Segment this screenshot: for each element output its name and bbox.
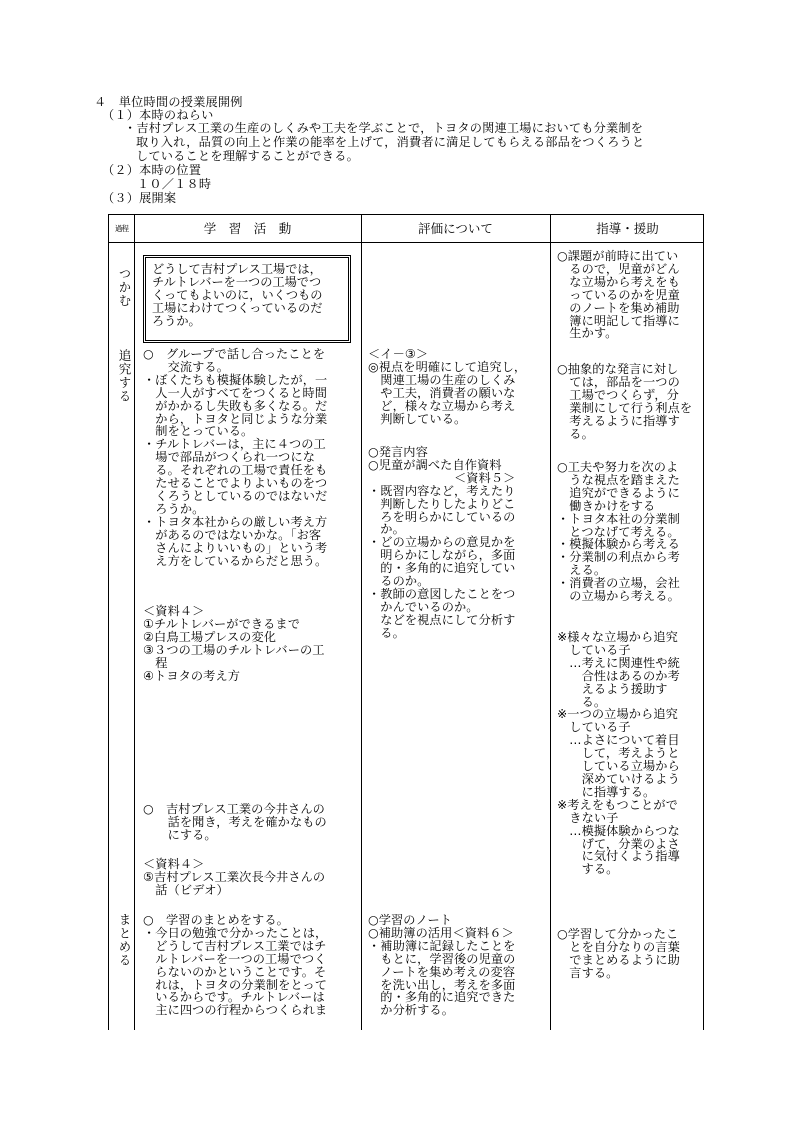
text-line: ◎視点を明確にして追究し， xyxy=(368,359,527,374)
question-line: チルトレバーを一つの工場でつ xyxy=(152,275,322,289)
lesson-question-box xyxy=(143,255,351,343)
text-line: ろうか。 xyxy=(143,501,205,516)
header-guidance: 指導・援助 xyxy=(596,221,659,236)
text-line: 生かす。 xyxy=(557,326,618,341)
text-line: ノートを集め考えの変容 xyxy=(368,964,516,979)
text-line: え方をしているからだと思う。 xyxy=(143,553,328,568)
guidance-viewpoint-block xyxy=(557,461,680,603)
header-activity: 学 習 活 動 xyxy=(203,221,292,236)
text-line: どうして吉村プレス工業ではチ xyxy=(143,938,327,953)
guidance-intro-block xyxy=(557,250,680,340)
text-line: 簿に明記して指導に xyxy=(557,313,680,328)
text-line: …よさについて着目 xyxy=(557,733,680,748)
text-line: ・どの立場からの意見かを xyxy=(368,535,516,550)
position-title: （２）本時の位置 xyxy=(102,163,202,177)
activity-interview-block xyxy=(143,803,327,842)
text-line: ＜資料４＞ xyxy=(143,857,205,871)
text-line: ○学習のノート xyxy=(368,913,453,927)
question-line: ろうか。 xyxy=(152,314,201,328)
text-line: ・トヨタ本社の分業制 xyxy=(557,511,680,526)
text-line: きない子 xyxy=(557,810,619,825)
text-line: ○課題が前時に出てい xyxy=(557,249,679,263)
text-line: ルトレバーを一つの工場でつく xyxy=(143,951,327,966)
text-line: ・ぼくたちも模擬体験したが，一 xyxy=(143,372,328,387)
activity-discussion-block xyxy=(143,348,327,567)
aim-line-3: していることを理解することができる。 xyxy=(136,149,359,163)
text-line: ＜資料５＞ xyxy=(368,470,516,485)
text-line: 場で部品がつくられ一つにな xyxy=(143,450,316,465)
column-divider xyxy=(550,215,551,1030)
question-line: くってもよいのに，いくつもの xyxy=(152,288,323,302)
text-line: がかかるし失敗も多くなる。だ xyxy=(143,398,328,413)
text-line: ・分業制の利点から考 xyxy=(557,550,680,565)
text-line: とつなげて考える。 xyxy=(557,524,680,539)
text-line: ○ 吉村プレス工業の今井さんの xyxy=(143,802,325,816)
text-line: 話を聞き，考えを確かなもの xyxy=(143,814,327,829)
text-line: …考えに関連性や統 xyxy=(557,655,680,670)
text-line: にする。 xyxy=(143,827,217,842)
text-line: うな視点を踏まえた xyxy=(557,472,680,487)
text-line: ＜資料４＞ xyxy=(143,604,205,618)
evaluation-criteria-block xyxy=(368,348,526,425)
text-line: 話（ビデオ） xyxy=(143,882,229,897)
plan-title: （３）展開案 xyxy=(102,191,177,205)
text-line: さんによりいいもの」という考 xyxy=(143,540,328,555)
text-line: ○ グループで話し合ったことを xyxy=(143,347,326,361)
text-line: たせることでよりよいものをつ xyxy=(143,476,328,491)
text-line: 的・多角的に追究してい xyxy=(368,561,516,576)
text-line: を洗い出し，考えを多面 xyxy=(368,977,516,992)
text-line: ・既習内容など，考えたり xyxy=(368,483,516,498)
text-line: ・チルトレバーは，主に４つの工 xyxy=(143,437,326,452)
guidance-summary-block xyxy=(557,928,680,980)
text-line: に指導する。 xyxy=(557,784,656,799)
text-line: ※考えをもつことがで xyxy=(557,797,678,812)
text-line: 制をとっている。 xyxy=(143,424,254,439)
text-line: ・補助簿に記録したことを xyxy=(368,938,516,953)
text-line: えるよう援助す xyxy=(557,681,668,696)
question-line: どうして吉村プレス工場では， xyxy=(152,262,322,276)
text-line: らないのかということです。そ xyxy=(143,964,327,979)
guidance-support-block xyxy=(557,631,680,876)
text-line: 明らかにしながら，多面 xyxy=(368,548,516,563)
aim-line-2: 取り入れ，品質の向上と作業の能率を上げて，消費者に満足してもらえる部品をつくろうと xyxy=(136,135,645,149)
text-line: 合性はあるのか考 xyxy=(557,668,680,683)
text-line: している立場から xyxy=(557,759,680,774)
text-line: ・今日の勉強で分かったことは， xyxy=(143,925,328,940)
text-line: るのか。 xyxy=(368,574,430,589)
text-line: くろうとしているのではないだ xyxy=(143,488,328,503)
activity-video-block xyxy=(143,858,325,897)
text-line: 交流する。 xyxy=(143,359,230,374)
text-line: があるのではないかな。「お客 xyxy=(143,527,322,542)
column-divider xyxy=(134,215,135,1030)
text-line: 業制にして行う利点を xyxy=(557,400,693,415)
text-line: ○児童が調べた自作資料 xyxy=(368,457,502,472)
lesson-plan-table xyxy=(108,214,704,1030)
text-line: 関連工場の生産のしくみ xyxy=(368,372,516,387)
text-line: ※様々な立場から追究 xyxy=(557,630,678,644)
text-line: げて，分業のよさ xyxy=(557,836,680,851)
activity-summary-block xyxy=(143,914,327,1017)
text-line: ○抽象的な発言に対し xyxy=(557,362,679,376)
text-line: る。 xyxy=(368,625,405,640)
text-line: るので，児童がどん xyxy=(557,261,680,276)
text-line: の立場から考える。 xyxy=(557,589,680,604)
text-line: ※一つの立場から追究 xyxy=(557,707,678,722)
text-line: ・トヨタ本社からの厳しい考え方 xyxy=(143,514,328,529)
text-line: している子 xyxy=(557,720,631,735)
text-line: ③３つの工場のチルトレバーの工 xyxy=(143,642,325,657)
text-line: ○ 学習のまとめをする。 xyxy=(143,913,289,927)
header-divider xyxy=(109,242,703,243)
text-line: 言する。 xyxy=(557,965,619,980)
text-line: れは，トヨタの分業制をとって xyxy=(143,977,328,992)
text-line: ろを明らかにしているの xyxy=(368,509,516,524)
position-value: １０／１８時 xyxy=(137,177,212,191)
stage-grasp: つかむ xyxy=(117,267,132,308)
text-line: 工場でつくらず，分 xyxy=(557,387,679,402)
text-line: している子 xyxy=(557,642,631,657)
column-divider xyxy=(361,215,362,1030)
text-line: る。それぞれの工場で責任をも xyxy=(143,463,328,478)
stage-investigate: 追究する xyxy=(117,349,132,403)
text-line: や工夫，消費者の願いな xyxy=(368,385,516,400)
text-line: かんでいるのか。 xyxy=(368,599,479,614)
text-line: …模擬体験からつな xyxy=(557,823,680,838)
text-line: か。 xyxy=(368,522,405,537)
text-line: ④トヨタの考え方 xyxy=(143,668,241,683)
aim-title: （１）本時のねらい xyxy=(102,108,214,122)
aim-line-1: ・吉村プレス工業の生産のしくみや工夫を学ぶことで，トヨタの関連工場においても分業制を xyxy=(124,121,644,135)
text-line: ○発言内容 xyxy=(368,445,428,459)
evaluation-method-block xyxy=(368,446,515,640)
text-line: える。 xyxy=(557,563,607,578)
text-line: 考えるように指導す xyxy=(557,413,680,428)
text-line: いるからです。チルトレバーは xyxy=(143,990,325,1005)
section-title: ４ 単位時間の授業展開例 xyxy=(94,95,243,109)
text-line: ①チルトレバーができるまで xyxy=(143,616,301,631)
text-line: ＜イ－③＞ xyxy=(368,347,429,361)
text-line: 的・多角的に追究できた xyxy=(368,990,516,1005)
text-line: ・消費者の立場，会社 xyxy=(557,576,680,591)
text-line: する。 xyxy=(557,862,619,877)
stage-summarize: まとめる xyxy=(117,913,132,967)
header-stage: 過程 xyxy=(115,224,128,233)
text-line: から，トヨタと同じような分業 xyxy=(143,411,328,426)
evaluation-summary-block xyxy=(368,914,515,1017)
text-line: のノートを集め補助 xyxy=(557,300,680,315)
text-line: 追究ができるように xyxy=(557,485,680,500)
text-line: もとに，学習後の児童の xyxy=(368,951,516,966)
text-line: 働きかけをする xyxy=(557,498,656,513)
text-line: ○補助簿の活用＜資料６＞ xyxy=(368,925,514,940)
text-line: ②白鳥工場プレスの変化 xyxy=(143,629,277,644)
text-line: とを自分なりの言葉 xyxy=(557,939,680,954)
text-line: でまとめるように助 xyxy=(557,952,680,967)
text-line: 人一人がすべてをつくると時間 xyxy=(143,385,328,400)
text-line: などを視点にして分析す xyxy=(368,612,516,627)
text-line: っているのかを児童 xyxy=(557,287,680,302)
text-line: ど，様々な立場から考え xyxy=(368,398,516,413)
text-line: ⑤吉村プレス工業次長今井さんの xyxy=(143,869,326,884)
header-evaluation: 評価について xyxy=(418,221,493,236)
text-line: ・模擬体験から考える xyxy=(557,537,680,552)
text-line: 深めていけるよう xyxy=(557,771,680,786)
text-line: か分析する。 xyxy=(368,1003,455,1018)
text-line: に気付くよう指導 xyxy=(557,849,680,864)
activity-materials-block xyxy=(143,605,325,682)
text-line: る。 xyxy=(557,426,594,441)
text-line: ○工夫や努力を次のよ xyxy=(557,460,679,474)
text-line: 主に四つの行程からつくられま xyxy=(143,1003,328,1018)
text-line: な立場から考えをも xyxy=(557,274,680,289)
text-line: 程 xyxy=(143,655,168,670)
text-line: 判断したりしたよりどこ xyxy=(368,496,516,511)
text-line: ・教師の意図したことをつ xyxy=(368,586,516,601)
question-line: 工場にわけてつくっているのだ xyxy=(152,301,323,315)
guidance-abstract-block xyxy=(557,363,692,440)
text-line: して，考えようと xyxy=(557,746,680,761)
text-line: ては，部品を一つの xyxy=(557,374,680,389)
text-line: ○学習して分かったこ xyxy=(557,927,679,941)
text-line: 判断している。 xyxy=(368,411,467,426)
text-line: る。 xyxy=(557,694,607,709)
